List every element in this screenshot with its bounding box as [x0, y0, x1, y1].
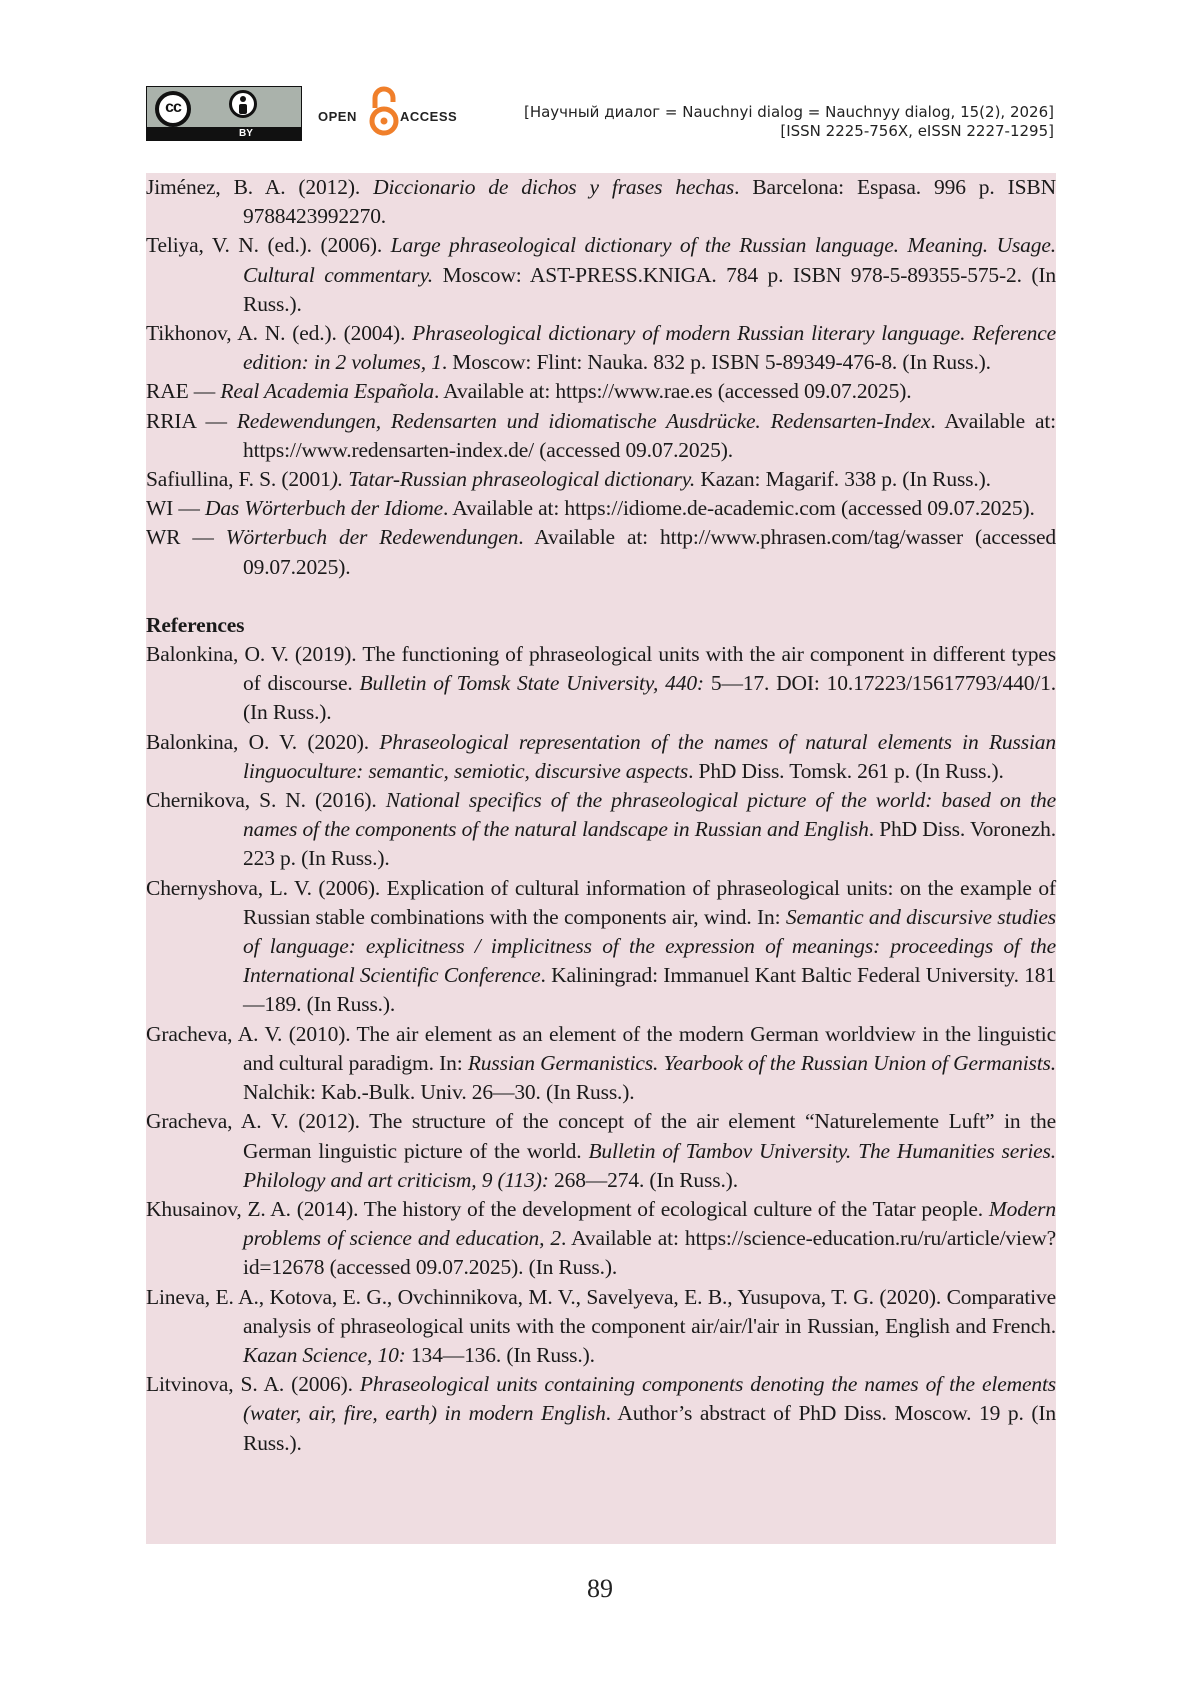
open-access-word-open: OPEN	[318, 109, 357, 124]
source-entry: WI — Das Wörterbuch der Idiome. Available at: https://idiome.de-academic.com (accessed 09.07.2025).	[146, 496, 1035, 521]
page-number: 89	[587, 1574, 613, 1603]
references-heading: References	[146, 612, 245, 637]
source-entry: Teliya, V. N. (ed.). (2006). Large phraseological dictionary of the Russian language. Meaning. Usage. Cultural commentary. Moscow: AST-PRESS.KNIGA. 784 p. ISBN 978-5-89355-575-2. (In Russ.).	[146, 233, 1056, 316]
source-entry: WR — Wörterbuch der Redewendungen. Available at: http://www.phrasen.com/tag/wasser (accessed 09.07.2025).	[146, 525, 1057, 579]
open-access-word-access: ACCESS	[400, 109, 458, 124]
source-entry: RAE — Real Academia Española. Available at: https://www.rae.es (accessed 09.07.2025).	[146, 379, 912, 404]
source-entry: RRIA — Redewendungen, Redensarten und idiomatische Ausdrücke. Redensarten-Index. Available at: https://www.redensarten-index.de/ (accessed 09.07.2025).	[146, 408, 1056, 462]
attribution-person-icon	[229, 90, 257, 118]
reference-list	[146, 173, 1056, 1458]
open-access-logo	[318, 86, 468, 138]
reference-entry: Chernyshova, L. V. (2006). Explication of cultural information of phraseological units: on the example of Russian stable combinations with the components air, wind. In: Semantic and discursive studies of language: explicitness / implicitness of the expression of meanings: proceedings of the International Scientific Conference. Kaliningrad: Immanuel Kant Baltic Federal University. 181—189. (In Russ.).	[146, 875, 1056, 1017]
reference-entry: Litvinova, S. A. (2006). Phraseological units containing components denoting the names of the elements (water, air, fire, earth) in modern English. Author’s abstract of PhD Diss. Moscow. 19 p. (In Russ.).	[146, 1372, 1057, 1455]
source-entry: Safiullina, F. S. (2001). Tatar-Russian phraseological dictionary. Kazan: Magarif. 338 p. (In Russ.).	[146, 467, 991, 492]
source-entry: Tikhonov, A. N. (ed.). (2004). Phraseological dictionary of modern Russian literary language. Reference edition: in 2 volumes, 1. Moscow: Flint: Nauka. 832 p. ISBN 5-89349-476-8. (In Russ.).	[146, 321, 1056, 375]
reference-entry: Gracheva, A. V. (2010). The air element as an element of the modern German worldview in the linguistic and cultural paradigm. In: Russian Germanistics. Yearbook of the Russian Union of Germanists. Nalchik: Kab.-Bulk. Univ. 26—30. (In Russ.).	[146, 1021, 1056, 1105]
reference-entry: Balonkina, O. V. (2020). Phraseological representation of the names of natural elements in Russian linguoculture: semantic, semiotic, discursive aspects. PhD Diss. Tomsk. 261 p. (In Russ.).	[146, 729, 1056, 783]
cc-icon: cc	[155, 91, 191, 127]
reference-entry: Balonkina, O. V. (2019). The functioning of phraseological units with the air component in different types of discourse. Bulletin of Tomsk State University, 440: 5—17. DOI: 10.17223/15617793/440/1. (In Russ.).	[146, 642, 1056, 725]
reference-entry: Khusainov, Z. A. (2014). The history of the development of ecological culture of the Tatar people. Modern problems of science and education, 2. Available at: https://science-education.ru/ru/article/view?id=12678 (accessed 09.07.2025). (In Russ.).	[146, 1196, 1056, 1280]
license-by-label: BY	[239, 128, 253, 139]
cc-by-license-badge	[146, 86, 302, 141]
reference-entry: Lineva, E. A., Kotova, E. G., Ovchinnikova, M. V., Savelyeva, E. B., Yusupova, T. G. (2020). Comparative analysis of phraseological units with the component air/air/l'air in Russian, English and French. Kazan Science, 10: 134—136. (In Russ.).	[146, 1284, 1056, 1367]
journal-title-line: [Научный диалог = Nauchnyi dialog = Nauchnyy dialog, 15(2), 2026]	[523, 103, 1054, 121]
reference-entry: Chernikova, S. N. (2016). National specifics of the phraseological picture of the world: based on the names of the components of the natural landscape in Russian and English. PhD Diss. Voronezh. 223 p. (In Russ.).	[146, 788, 1056, 871]
reference-entry: Gracheva, A. V. (2012). The structure of the concept of the air element “Naturelemente Luft” in the German linguistic picture of the world. Bulletin of Tambov University. The Humanities series. Philology and art criticism, 9 (113): 268—274. (In Russ.).	[146, 1109, 1056, 1192]
journal-issn-line: [ISSN 2225-756X, eISSN 2227-1295]	[780, 122, 1054, 140]
source-entry: Jiménez, B. A. (2012). Diccionario de dichos y frases hechas. Barcelona: Espasa. 996 p. ISBN 9788423992270.	[146, 175, 1056, 229]
journal-citation	[524, 103, 1054, 141]
open-access-lock-icon	[368, 86, 400, 138]
